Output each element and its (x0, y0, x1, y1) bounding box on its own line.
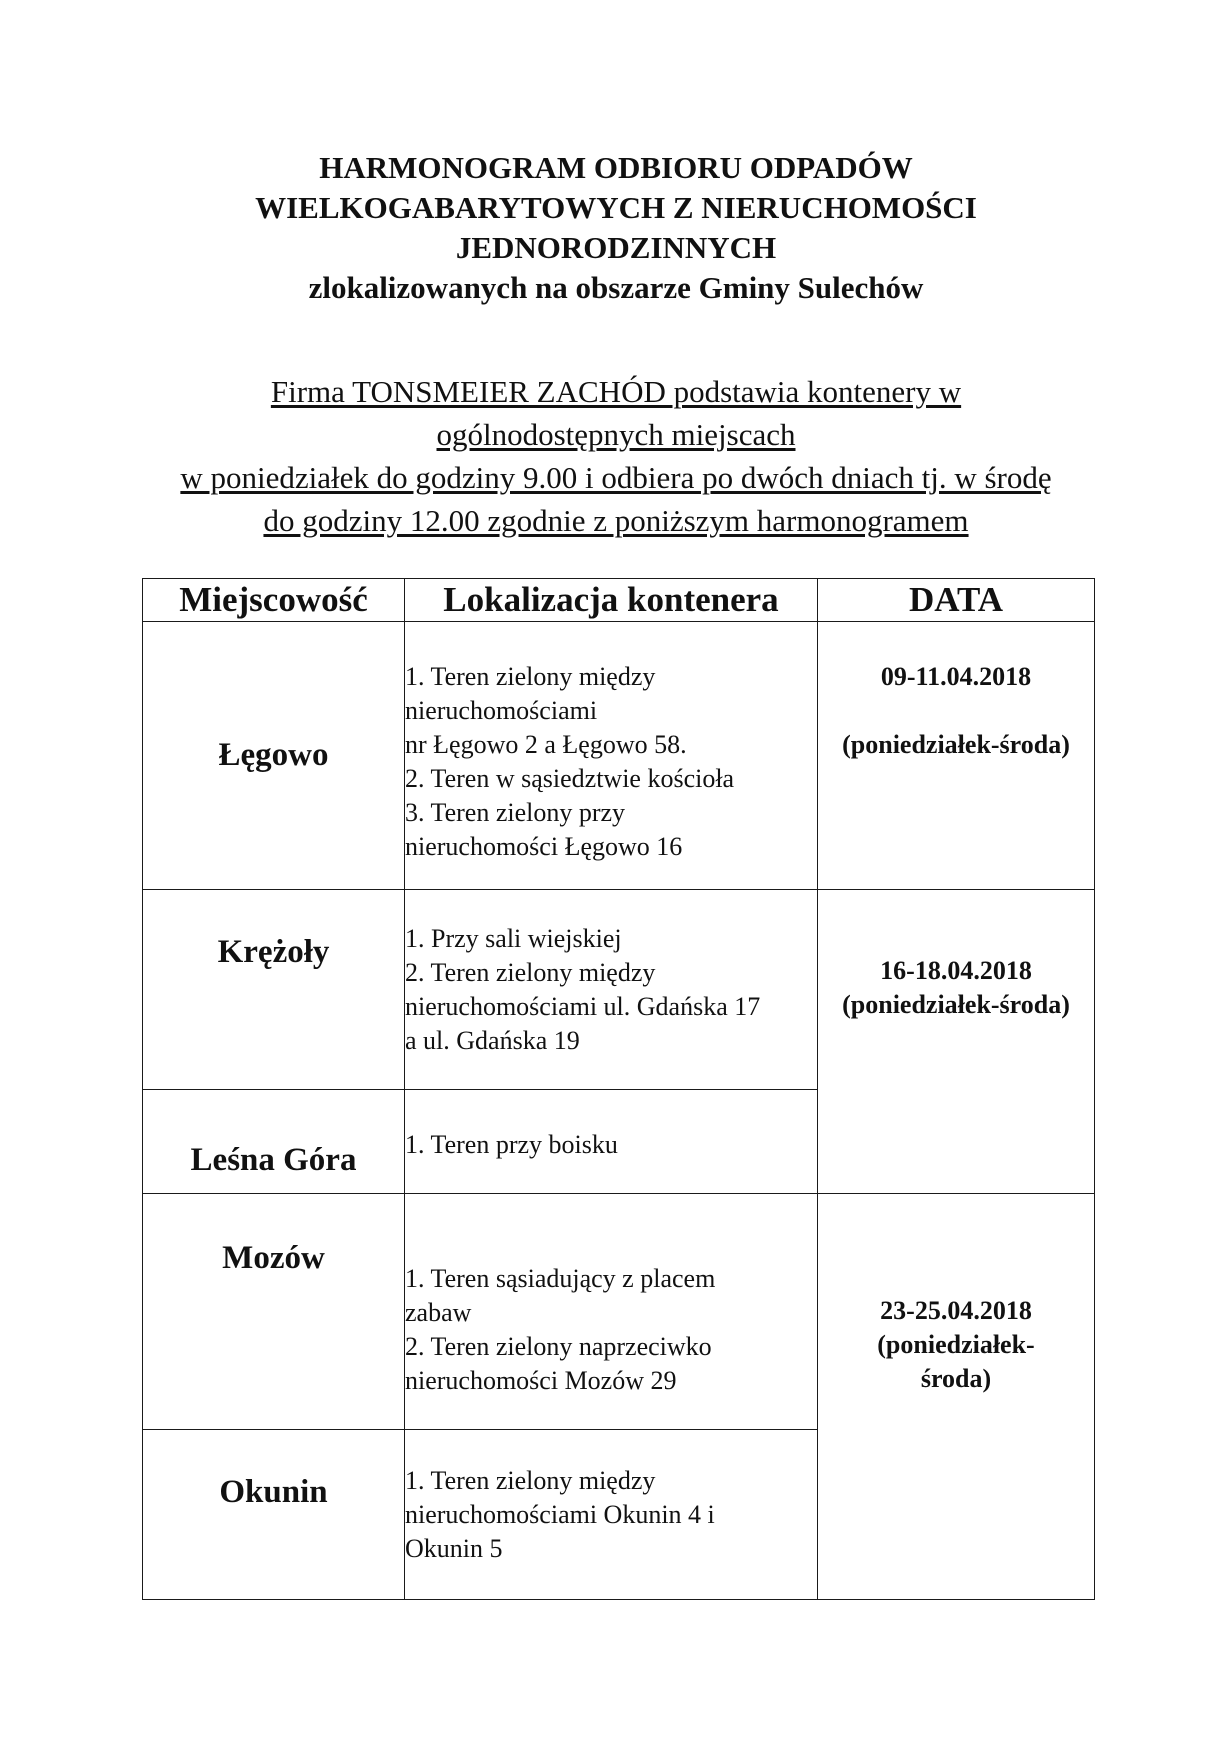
location-line: 1. Teren zielony między (405, 1466, 656, 1495)
header-town: Miejscowość (143, 579, 405, 622)
town-cell: Krężoły (143, 890, 405, 1090)
table-row (143, 622, 1095, 890)
location-line: nieruchomości Mozów 29 (405, 1366, 677, 1395)
heading-line-3: JEDNORODZINNYCH (455, 230, 777, 265)
date-cell (818, 890, 1095, 1194)
location-line: nieruchomościami ul. Gdańska 17 (405, 992, 761, 1021)
location-line: 2. Teren zielony między (405, 958, 656, 987)
date-range: 16-18.04.2018 (880, 956, 1032, 985)
location-line: 2. Teren zielony naprzeciwko (405, 1332, 712, 1361)
schedule-table (142, 578, 1095, 1600)
town-cell: Łęgowo (143, 622, 405, 890)
intro-line-3: w poniedziałek do godziny 9.00 i odbiera po dwóch dniach tj. w środę (180, 460, 1052, 495)
date-days: (poniedziałek-środa) (842, 990, 1070, 1019)
location-line: 1. Teren przy boisku (405, 1130, 618, 1159)
location-line: nr Łęgowo 2 a Łęgowo 58. (405, 730, 687, 759)
date-cell (818, 1194, 1095, 1600)
document-heading (0, 148, 1232, 308)
location-line: 1. Teren zielony między (405, 662, 656, 691)
intro-line-1: Firma TONSMEIER ZACHÓD podstawia kontenery w (270, 374, 962, 409)
date-range: 23-25.04.2018 (880, 1296, 1032, 1325)
heading-line-1: HARMONOGRAM ODBIORU ODPADÓW (319, 150, 913, 185)
date-range: 09-11.04.2018 (880, 662, 1032, 691)
intro-paragraph (0, 370, 1232, 542)
heading-line-2: WIELKOGABARYTOWYCH Z NIERUCHOMOŚCI (255, 190, 977, 225)
location-line: 1. Teren sąsiadujący z placem (405, 1264, 716, 1293)
town-cell: Leśna Góra (143, 1090, 405, 1194)
location-cell (405, 622, 818, 890)
location-line: a ul. Gdańska 19 (405, 1026, 580, 1055)
location-line: 2. Teren w sąsiedztwie kościoła (405, 764, 735, 793)
location-line: 3. Teren zielony przy (405, 798, 626, 827)
header-date: DATA (818, 579, 1095, 622)
location-cell (405, 1194, 818, 1430)
intro-line-2: ogólnodostępnych miejscach (436, 417, 796, 452)
heading-line-4: zlokalizowanych na obszarze Gminy Sulechów (308, 270, 924, 305)
location-cell (405, 890, 818, 1090)
table-header-row (143, 579, 1095, 622)
location-cell (405, 1430, 818, 1600)
location-line: nieruchomościami (405, 696, 598, 725)
town-cell: Okunin (143, 1430, 405, 1600)
date-days: (poniedziałek- (877, 1330, 1035, 1359)
location-line: nieruchomości Łęgowo 16 (405, 832, 683, 861)
date-days: środa) (920, 1364, 992, 1393)
town-cell: Mozów (143, 1194, 405, 1430)
intro-line-4: do godziny 12.00 zgodnie z poniższym harmonogramem (263, 503, 969, 538)
date-cell (818, 622, 1095, 890)
header-location: Lokalizacja kontenera (405, 579, 818, 622)
table-row (143, 890, 1095, 1090)
date-days: (poniedziałek-środa) (842, 730, 1070, 759)
location-cell (405, 1090, 818, 1194)
table-row (143, 1194, 1095, 1430)
location-line: zabaw (405, 1298, 472, 1327)
location-line: 1. Przy sali wiejskiej (405, 924, 622, 953)
location-line: Okunin 5 (405, 1534, 503, 1563)
location-line: nieruchomościami Okunin 4 i (405, 1500, 715, 1529)
